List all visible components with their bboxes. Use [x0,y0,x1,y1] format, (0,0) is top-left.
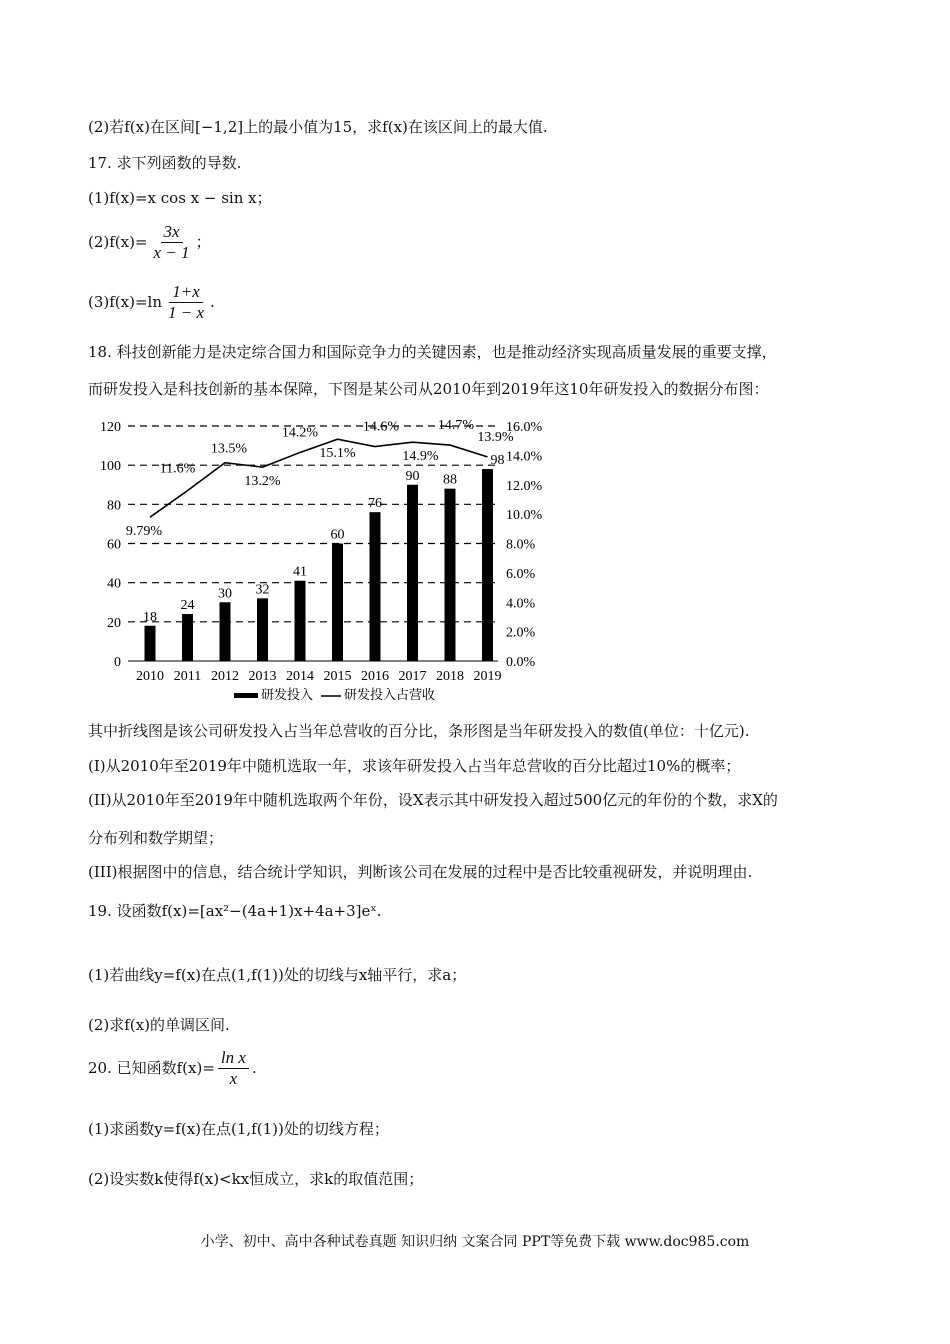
bar [295,581,306,661]
q20-denominator: x [229,1069,238,1089]
q17-part2 [88,222,211,264]
right-tick-label: 0.0% [506,655,536,670]
right-tick-label: 16.0% [506,420,543,435]
x-tick-label: 2015 [323,669,352,684]
line-value-label: 15.1% [319,446,356,462]
x-tick-label: 2013 [248,669,277,684]
q20-prefix: 20. 已知函数f(x)= [88,1058,215,1077]
x-tick-label: 2011 [173,669,202,684]
right-tick-label: 10.0% [506,508,543,524]
bar-value-label: 32 [255,582,270,598]
q18-intro-c: 其中折线图是该公司研发投入占当年总营收的百分比，条形图是当年研发投入的数值(单位：十亿元). [88,722,750,740]
right-tick-label: 8.0% [506,537,536,553]
bar [332,544,343,662]
legend-bar-label: 研发投入 [261,687,314,702]
line-value-label: 9.79% [125,524,163,540]
right-tick-label: 2.0% [506,625,536,641]
bar-value-label: 30 [218,586,232,602]
q20-fraction [218,1048,249,1090]
right-tick-label: 14.0% [506,449,543,465]
bar-value-label: 98 [490,453,505,469]
left-tick-label: 100 [100,459,121,475]
x-tick-label: 2017 [398,669,427,684]
line-value-label: 13.5% [210,441,248,457]
bar [257,598,268,661]
q19-part2: (2)求f(x)的单调区间. [88,1016,230,1034]
q18-intro-a: 18. 科技创新能力是决定综合国力和国际竞争力的关键因素，也是推动经济实现高质量发展的重要支撑， [88,343,777,361]
x-tick-label: 2016 [361,669,389,684]
line-value-label: 14.7% [437,418,475,434]
bar-value-label: 41 [293,564,307,580]
q17-part2-fraction [151,222,193,264]
bar-value-label: 88 [443,472,457,488]
bar [482,469,493,661]
q17-part3-suffix: . [210,292,215,311]
q17-part3-prefix: (3)f(x)=ln [88,292,162,311]
footer-text: 小学、初中、高中各种试卷真题 知识归纳 文案合同 PPT等免费下载 www.doc985.com [200,1234,750,1250]
x-tick-label: 2018 [436,669,464,684]
q18-part1: (I)从2010年至2019年中随机选取一年，求该年研发投入占当年总营收的百分比超过10%的概率； [88,757,741,775]
q17-part2-prefix: (2)f(x)= [88,232,148,251]
q18-part3: (III)根据图中的信息，结合统计学知识，判断该公司在发展的过程中是否比较重视研发，并说明理由. [88,863,753,881]
q17-part1: (1)f(x)=x cos x − sin x； [88,189,272,207]
bar-value-label: 90 [405,468,420,484]
left-tick-label: 0 [114,655,121,670]
bar-value-label: 76 [368,496,382,512]
bar-value-label: 24 [180,598,195,613]
q16-part2: (2)若f(x)在区间[−1,2]上的最小值为15，求f(x)在该区间上的最大值. [88,118,548,136]
left-tick-label: 40 [107,576,121,592]
q18-intro-b: 而研发投入是科技创新的基本保障，下图是某公司从2010年到2019年这10年研发投入的数据分布图： [88,380,769,398]
q20-suffix: . [251,1058,257,1077]
legend-bar-swatch [234,693,258,698]
left-tick-label: 20 [107,615,121,631]
line-value-label: 13.2% [244,474,281,490]
q17-title: 17. 求下列函数的导数. [88,154,242,172]
q20-numerator: ln x [218,1048,249,1069]
legend-line-label: 研发投入占营收 [344,687,436,702]
line-value-label: 14.9% [402,449,439,465]
q17-part2-denominator: x − 1 [153,243,190,263]
bar-value-label: 60 [330,527,345,543]
q17-part3-numerator: 1+x [169,282,203,303]
x-tick-label: 2014 [286,669,314,684]
q19-part1: (1)若曲线y=f(x)在点(1,f(1))处的切线与x轴平行，求a； [88,966,467,984]
x-tick-label: 2019 [473,669,502,684]
bar [145,626,156,661]
right-tick-label: 6.0% [506,566,536,582]
line-value-label: 13.9% [477,429,514,445]
bar [407,485,418,661]
x-tick-label: 2012 [211,669,239,684]
q19-title: 19. 设函数f(x)=[ax²−(4a+1)x+4a+3]eˣ. [88,902,382,920]
rd-chart [88,408,550,708]
right-tick-label: 12.0% [506,478,543,494]
q18-part2-a: (II)从2010年至2019年中随机选取两个年份，设X表示其中研发投入超过500亿元的年份的个数，求X的 [88,791,778,809]
left-tick-label: 60 [107,537,121,553]
left-tick-label: 120 [100,420,121,435]
x-tick-label: 2010 [136,669,164,684]
q20-part1: (1)求函数y=f(x)在点(1,f(1))处的切线方程； [88,1120,389,1138]
q20-title [88,1048,257,1090]
q17-part3 [88,282,215,324]
line-value-label: 14.6% [362,419,400,435]
bar [445,489,456,661]
q17-part2-suffix: ； [195,232,211,251]
right-tick-label: 4.0% [506,596,536,612]
q17-part2-numerator: 3x [161,222,183,243]
bar [182,614,193,661]
q17-part3-fraction [165,282,207,324]
left-tick-label: 80 [107,498,121,514]
q18-part2-b: 分布列和数学期望； [88,829,224,847]
bar [220,602,231,661]
bar-value-label: 18 [143,609,157,625]
line-value-label: 11.6% [159,461,196,477]
bar [370,512,381,661]
q20-part2: (2)设实数k使得f(x)<kx恒成立，求k的取值范围； [88,1170,424,1188]
q17-part3-denominator: 1 − x [168,303,205,323]
line-value-label: 14.2% [281,425,319,441]
